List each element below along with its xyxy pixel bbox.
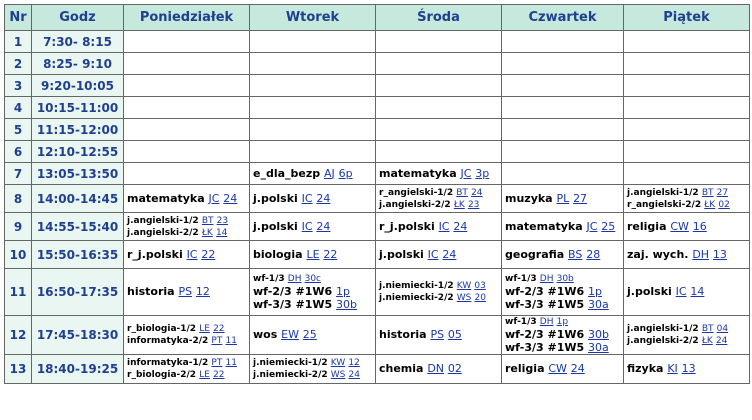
subject-label: wos: [253, 328, 278, 341]
lesson-entry: [379, 280, 498, 292]
teacher-link[interactable]: DN: [427, 362, 445, 375]
lesson-time: 14:55-15:40: [32, 213, 124, 241]
lesson-number: 8: [5, 185, 32, 213]
teacher-link[interactable]: DH: [539, 317, 554, 327]
room-link[interactable]: 13: [712, 247, 727, 261]
timetable-cell: [376, 241, 502, 269]
subject-label: wf-3/3 #1W5: [505, 341, 585, 354]
subject-label: j.angielski-1/2: [627, 324, 699, 334]
lesson-entry: [127, 192, 246, 206]
lesson-entry: [505, 220, 620, 234]
header-poniedzialek: Poniedziałek: [124, 5, 250, 31]
timetable-cell: [624, 119, 750, 141]
room-link[interactable]: 1p: [587, 285, 602, 298]
teacher-link[interactable]: JC: [460, 166, 472, 180]
timetable-cell: [502, 97, 624, 119]
room-link[interactable]: 24: [715, 336, 728, 346]
teacher-link[interactable]: BS: [568, 247, 583, 261]
timetable-cell: [376, 316, 502, 355]
subject-label: j.polski: [253, 191, 298, 205]
subject-label: historia: [127, 285, 175, 298]
lesson-entry: [379, 328, 498, 342]
teacher-link[interactable]: IC: [438, 219, 450, 233]
teacher-link[interactable]: AJ: [323, 166, 335, 180]
subject-label: informatyka-2/2: [127, 336, 209, 346]
subject-label: r_biologia-1/2: [127, 324, 197, 334]
room-link[interactable]: 1p: [556, 317, 569, 327]
lesson-time: 15:50-16:35: [32, 241, 124, 269]
table-row: [5, 119, 750, 141]
timetable-cell: [250, 269, 376, 316]
subject-label: r_j.polski: [379, 219, 435, 233]
lesson-entry: [379, 248, 498, 262]
timetable-cell: [250, 119, 376, 141]
header-row: [5, 5, 750, 31]
room-link[interactable]: 24: [471, 187, 483, 198]
room-link[interactable]: 22: [213, 324, 225, 334]
room-link[interactable]: 30b: [335, 298, 357, 311]
lesson-entry: [253, 369, 372, 381]
lesson-entry: [253, 167, 372, 181]
lesson-entry: [127, 357, 246, 369]
timetable-cell: [250, 241, 376, 269]
timetable-cell: [124, 75, 250, 97]
lesson-time: 16:50-17:35: [32, 269, 124, 316]
lesson-number: 6: [5, 141, 32, 163]
subject-label: j.angielski-2/2: [127, 227, 199, 238]
teacher-link[interactable]: ŁK: [704, 199, 716, 210]
timetable-cell: [624, 31, 750, 53]
teacher-link[interactable]: KI: [667, 362, 678, 375]
room-link[interactable]: 23: [467, 199, 480, 210]
lesson-entry: [505, 341, 620, 354]
lesson-entry: [379, 292, 498, 304]
teacher-link[interactable]: PT: [211, 358, 223, 368]
lesson-entry: [505, 362, 620, 376]
lesson-time: 14:00-14:45: [32, 185, 124, 213]
timetable-cell: [502, 53, 624, 75]
timetable-cell: [502, 119, 624, 141]
teacher-link[interactable]: IC: [301, 219, 313, 233]
lesson-time: 7:30- 8:15: [32, 31, 124, 53]
timetable-cell: [376, 163, 502, 185]
room-link[interactable]: 30b: [556, 274, 574, 284]
lesson-number: 11: [5, 269, 32, 316]
subject-label: geografia: [505, 247, 565, 261]
teacher-link[interactable]: KW: [456, 281, 472, 291]
timetable: [4, 4, 750, 384]
subject-label: matematyka: [379, 166, 457, 180]
teacher-link[interactable]: PL: [556, 191, 570, 205]
timetable-cell: [250, 316, 376, 355]
header-czwartek: Czwartek: [502, 5, 624, 31]
teacher-link[interactable]: BT: [701, 324, 714, 334]
timetable-cell: [124, 53, 250, 75]
timetable-cell: [250, 185, 376, 213]
teacher-link[interactable]: PS: [178, 285, 193, 298]
subject-label: wf-2/3 #1W6: [505, 328, 585, 341]
lesson-entry: [379, 220, 498, 234]
timetable-cell: [624, 241, 750, 269]
timetable-cell: [624, 316, 750, 355]
lesson-entry: [253, 328, 372, 342]
room-link[interactable]: 05: [447, 328, 462, 341]
lesson-entry: [379, 167, 498, 181]
lesson-entry: [505, 298, 620, 311]
lesson-number: 2: [5, 53, 32, 75]
timetable-cell: [124, 119, 250, 141]
lesson-time: 18:40-19:25: [32, 355, 124, 384]
room-link[interactable]: 14: [215, 227, 228, 238]
timetable-cell: [250, 53, 376, 75]
lesson-number: 9: [5, 213, 32, 241]
room-link[interactable]: 24: [453, 219, 468, 233]
timetable-cell: [124, 355, 250, 384]
subject-label: fizyka: [627, 362, 664, 375]
timetable-cell: [250, 163, 376, 185]
timetable-cell: [502, 213, 624, 241]
timetable-cell: [376, 269, 502, 316]
lesson-entry: [627, 285, 746, 299]
teacher-link[interactable]: IC: [301, 191, 313, 205]
lesson-entry: [379, 362, 498, 376]
teacher-link[interactable]: DH: [539, 274, 554, 284]
subject-label: matematyka: [127, 191, 205, 205]
lesson-time: 10:15-11:00: [32, 97, 124, 119]
subject-label: wf-3/3 #1W5: [253, 298, 333, 311]
lesson-entry: [253, 357, 372, 369]
room-link[interactable]: 20: [474, 293, 486, 303]
timetable-cell: [624, 355, 750, 384]
timetable-cell: [502, 355, 624, 384]
table-row: [5, 269, 750, 316]
timetable-cell: [124, 316, 250, 355]
subject-label: wf-1/3: [505, 317, 537, 327]
table-row: [5, 53, 750, 75]
room-link[interactable]: 12: [195, 285, 210, 298]
room-link[interactable]: 24: [442, 247, 457, 261]
room-link[interactable]: 11: [225, 336, 237, 346]
lesson-entry: [627, 248, 746, 262]
room-link[interactable]: 11: [225, 358, 237, 368]
subject-label: j.niemiecki-1/2: [379, 281, 454, 291]
timetable-cell: [124, 163, 250, 185]
room-link[interactable]: 6p: [338, 166, 353, 180]
lesson-entry: [127, 369, 246, 381]
subject-label: zaj. wych.: [627, 247, 689, 261]
room-link[interactable]: 3p: [475, 166, 490, 180]
teacher-link[interactable]: EW: [281, 328, 299, 341]
lesson-entry: [253, 298, 372, 311]
teacher-link[interactable]: CW: [548, 362, 567, 375]
timetable-cell: [502, 316, 624, 355]
room-link[interactable]: 24: [348, 370, 360, 380]
subject-label: j.niemiecki-2/2: [379, 293, 454, 303]
subject-label: r_j.polski: [127, 247, 183, 261]
timetable-cell: [376, 355, 502, 384]
timetable-cell: [250, 97, 376, 119]
lesson-entry: [253, 220, 372, 234]
teacher-link[interactable]: JC: [208, 191, 220, 205]
timetable-cell: [250, 213, 376, 241]
timetable-cell: [250, 75, 376, 97]
timetable-cell: [502, 163, 624, 185]
teacher-link[interactable]: DH: [287, 274, 302, 284]
teacher-link[interactable]: DH: [692, 247, 710, 261]
lesson-entry: [253, 273, 372, 285]
timetable-cell: [502, 141, 624, 163]
timetable-cell: [124, 97, 250, 119]
timetable-cell: [376, 141, 502, 163]
table-row: [5, 163, 750, 185]
lesson-entry: [253, 285, 372, 298]
lesson-entry: [505, 285, 620, 298]
lesson-entry: [379, 187, 498, 199]
timetable-cell: [502, 31, 624, 53]
lesson-entry: [627, 199, 746, 211]
room-link[interactable]: 04: [716, 324, 729, 334]
lesson-entry: [253, 192, 372, 206]
subject-label: chemia: [379, 362, 424, 375]
timetable-cell: [624, 163, 750, 185]
lesson-entry: [627, 323, 746, 335]
room-link[interactable]: 30b: [587, 328, 609, 341]
subject-label: j.angielski-2/2: [627, 336, 699, 346]
timetable-cell: [376, 213, 502, 241]
subject-label: biologia: [253, 247, 303, 261]
subject-label: j.niemiecki-1/2: [253, 358, 328, 368]
timetable-cell: [124, 269, 250, 316]
lesson-entry: [127, 248, 246, 262]
subject-label: r_angielski-2/2: [627, 199, 702, 210]
timetable-cell: [624, 141, 750, 163]
subject-label: r_biologia-2/2: [127, 370, 197, 380]
room-link[interactable]: 23: [216, 215, 229, 226]
lesson-entry: [127, 335, 246, 347]
room-link[interactable]: 22: [323, 247, 338, 261]
timetable-cell: [124, 31, 250, 53]
timetable-cell: [376, 31, 502, 53]
table-row: [5, 316, 750, 355]
subject-label: informatyka-1/2: [127, 358, 209, 368]
teacher-link[interactable]: LE: [306, 247, 320, 261]
table-row: [5, 31, 750, 53]
table-row: [5, 141, 750, 163]
lesson-time: 9:20-10:05: [32, 75, 124, 97]
teacher-link[interactable]: ŁK: [453, 199, 465, 210]
lesson-entry: [253, 248, 372, 262]
room-link[interactable]: 30a: [587, 298, 609, 311]
lesson-time: 8:25- 9:10: [32, 53, 124, 75]
lesson-entry: [127, 215, 246, 227]
lesson-entry: [627, 220, 746, 234]
timetable-cell: [250, 355, 376, 384]
lesson-number: 5: [5, 119, 32, 141]
teacher-link[interactable]: PT: [211, 336, 223, 346]
lesson-entry: [627, 362, 746, 376]
subject-label: j.angielski-1/2: [627, 187, 699, 198]
table-row: [5, 355, 750, 384]
lesson-entry: [627, 335, 746, 347]
subject-label: wf-3/3 #1W5: [505, 298, 585, 311]
table-row: [5, 75, 750, 97]
lesson-entry: [505, 273, 620, 285]
subject-label: j.polski: [379, 247, 424, 261]
teacher-link[interactable]: LE: [199, 324, 210, 334]
lesson-entry: [127, 227, 246, 239]
lesson-entry: [127, 323, 246, 335]
lesson-entry: [505, 248, 620, 262]
timetable-cell: [502, 185, 624, 213]
timetable-cell: [624, 213, 750, 241]
teacher-link[interactable]: LE: [199, 370, 210, 380]
table-row: [5, 185, 750, 213]
room-link[interactable]: 02: [447, 362, 462, 375]
subject-label: matematyka: [505, 219, 583, 233]
lesson-number: 10: [5, 241, 32, 269]
room-link[interactable]: 25: [302, 328, 317, 341]
teacher-link[interactable]: ŁK: [701, 336, 713, 346]
teacher-link[interactable]: KW: [330, 358, 346, 368]
timetable-cell: [502, 75, 624, 97]
subject-label: religia: [505, 362, 545, 375]
teacher-link[interactable]: IC: [427, 247, 439, 261]
subject-label: r_angielski-1/2: [379, 187, 454, 198]
subject-label: religia: [627, 219, 667, 233]
room-link[interactable]: 13: [681, 362, 696, 375]
subject-label: j.polski: [253, 219, 298, 233]
header-wtorek: Wtorek: [250, 5, 376, 31]
timetable-cell: [124, 213, 250, 241]
header-sroda: Środa: [376, 5, 502, 31]
room-link[interactable]: 22: [201, 247, 216, 261]
timetable-cell: [624, 97, 750, 119]
timetable-cell: [502, 269, 624, 316]
timetable-cell: [250, 31, 376, 53]
timetable-cell: [124, 241, 250, 269]
timetable-cell: [250, 141, 376, 163]
timetable-cell: [376, 119, 502, 141]
timetable-cell: [376, 75, 502, 97]
subject-label: wf-2/3 #1W6: [253, 285, 333, 298]
table-row: [5, 97, 750, 119]
room-link[interactable]: 03: [474, 281, 486, 291]
subject-label: j.niemiecki-2/2: [253, 370, 328, 380]
timetable-cell: [624, 75, 750, 97]
room-link[interactable]: 24: [316, 219, 331, 233]
room-link[interactable]: 30a: [587, 341, 609, 354]
room-link[interactable]: 24: [223, 191, 238, 205]
lesson-number: 3: [5, 75, 32, 97]
room-link[interactable]: 1p: [335, 285, 350, 298]
lesson-number: 12: [5, 316, 32, 355]
teacher-link[interactable]: WS: [330, 370, 346, 380]
room-link[interactable]: 27: [573, 191, 588, 205]
room-link[interactable]: 24: [570, 362, 585, 375]
teacher-link[interactable]: ŁK: [201, 227, 213, 238]
timetable-cell: [376, 97, 502, 119]
teacher-link[interactable]: BT: [201, 215, 214, 226]
room-link[interactable]: 02: [718, 199, 730, 210]
room-link[interactable]: 12: [348, 358, 360, 368]
subject-label: j.angielski-2/2: [379, 199, 451, 210]
timetable-cell: [624, 185, 750, 213]
lesson-entry: [127, 285, 246, 299]
lesson-time: 13:05-13:50: [32, 163, 124, 185]
lesson-number: 1: [5, 31, 32, 53]
room-link[interactable]: 27: [716, 187, 729, 198]
teacher-link[interactable]: PS: [430, 328, 445, 341]
subject-label: wf-1/3: [505, 274, 537, 284]
lesson-entry: [505, 328, 620, 341]
header-piatek: Piątek: [624, 5, 750, 31]
teacher-link[interactable]: BT: [701, 187, 714, 198]
timetable-cell: [624, 269, 750, 316]
subject-label: j.angielski-1/2: [127, 215, 199, 226]
subject-label: j.polski: [627, 285, 672, 298]
lesson-number: 13: [5, 355, 32, 384]
lesson-time: 12:10-12:55: [32, 141, 124, 163]
timetable-cell: [624, 53, 750, 75]
teacher-link[interactable]: WS: [456, 293, 472, 303]
header-nr: Nr: [5, 5, 32, 31]
lesson-time: 17:45-18:30: [32, 316, 124, 355]
subject-label: e_dla_bezp: [253, 166, 321, 180]
lesson-entry: [505, 192, 620, 206]
timetable-cell: [376, 53, 502, 75]
room-link[interactable]: 14: [690, 285, 705, 298]
room-link[interactable]: 25: [601, 219, 616, 233]
timetable-cell: [502, 241, 624, 269]
teacher-link[interactable]: BT: [456, 187, 468, 198]
room-link[interactable]: 28: [586, 247, 601, 261]
table-row: [5, 241, 750, 269]
timetable-body: [5, 31, 750, 384]
subject-label: historia: [379, 328, 427, 341]
header-godz: Godz: [32, 5, 124, 31]
table-row: [5, 213, 750, 241]
lesson-entry: [505, 316, 620, 328]
timetable-cell: [376, 185, 502, 213]
room-link[interactable]: 30c: [304, 274, 322, 284]
lesson-entry: [627, 187, 746, 199]
teacher-link[interactable]: JC: [586, 219, 598, 233]
lesson-number: 7: [5, 163, 32, 185]
lesson-time: 11:15-12:00: [32, 119, 124, 141]
subject-label: muzyka: [505, 191, 553, 205]
teacher-link[interactable]: IC: [675, 285, 687, 298]
timetable-cell: [124, 185, 250, 213]
teacher-link[interactable]: IC: [186, 247, 198, 261]
subject-label: wf-2/3 #1W6: [505, 285, 585, 298]
room-link[interactable]: 16: [692, 219, 707, 233]
teacher-link[interactable]: CW: [670, 219, 689, 233]
room-link[interactable]: 22: [213, 370, 225, 380]
timetable-cell: [124, 141, 250, 163]
room-link[interactable]: 24: [316, 191, 331, 205]
subject-label: wf-1/3: [253, 274, 285, 284]
lesson-number: 4: [5, 97, 32, 119]
lesson-entry: [379, 199, 498, 211]
